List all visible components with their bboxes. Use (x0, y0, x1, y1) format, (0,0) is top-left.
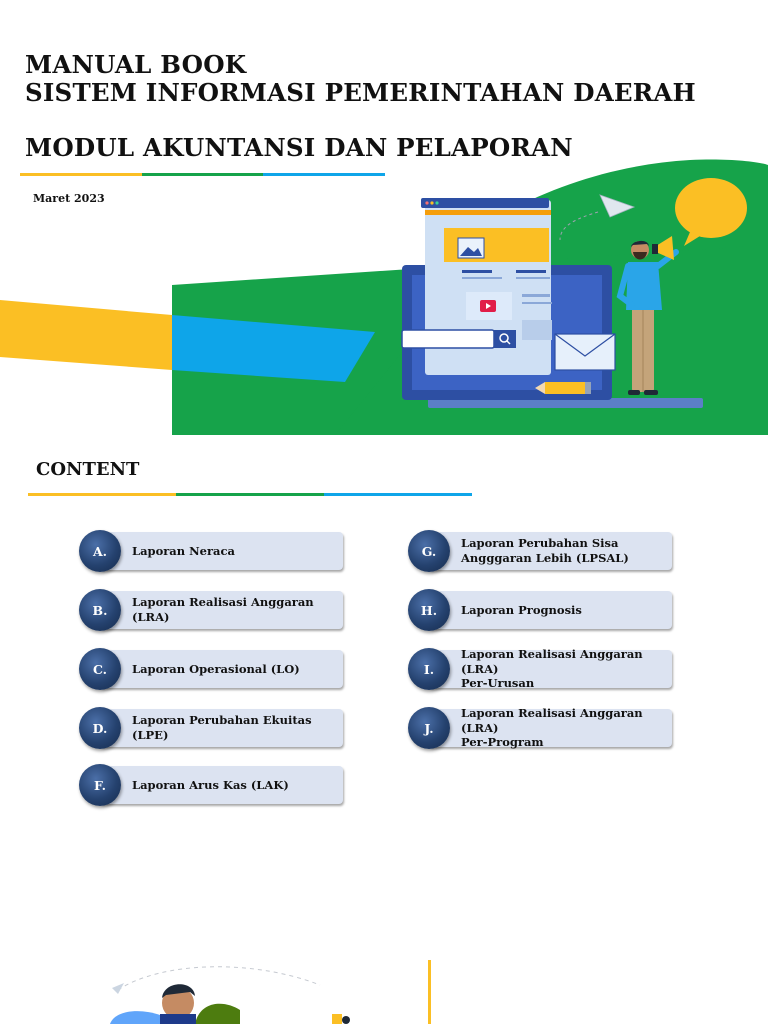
content-heading: CONTENT (36, 459, 140, 480)
item-letter-badge: F. (79, 764, 121, 806)
publication-date: Maret 2023 (33, 192, 105, 205)
pencil-icon (535, 382, 591, 394)
content-item-f[interactable] (79, 764, 343, 806)
item-letter-badge: G. (408, 530, 450, 572)
item-letter-badge: J. (408, 707, 450, 749)
item-label: Laporan Realisasi Anggaran (LRA) (132, 595, 314, 624)
item-letter-badge: D. (79, 707, 121, 749)
item-label: Laporan Prognosis (461, 602, 582, 617)
content-item-h[interactable] (408, 589, 672, 631)
item-label: Laporan Neraca (132, 543, 235, 558)
content-item-a[interactable] (79, 530, 343, 572)
content-item-g[interactable] (408, 530, 672, 572)
item-letter-badge: B. (79, 589, 121, 631)
content-item-j[interactable] (408, 707, 672, 749)
hero-illustration (0, 150, 768, 435)
content-item-d[interactable] (79, 707, 343, 749)
bottom-illustration (0, 950, 768, 1024)
item-letter-badge: I. (408, 648, 450, 690)
title-line-1: MANUAL BOOK (25, 50, 247, 79)
content-divider (28, 493, 472, 496)
content-item-i[interactable] (408, 648, 672, 690)
item-letter-badge: A. (79, 530, 121, 572)
yellow-stripe (0, 300, 172, 370)
content-item-c[interactable] (79, 648, 343, 690)
item-label: Laporan Arus Kas (LAK) (132, 777, 289, 792)
module-title: MODUL AKUNTANSI DAN PELAPORAN (25, 133, 573, 162)
title-line-2: SISTEM INFORMASI PEMERINTAHAN DAERAH (25, 78, 696, 107)
item-letter-badge: C. (79, 648, 121, 690)
item-label: Laporan Realisasi Anggaran (LRA) Per-Urusan (461, 646, 643, 691)
item-label: Laporan Perubahan Sisa Angggaran Lebih (LPSAL) (461, 536, 629, 565)
content-item-b[interactable] (79, 589, 343, 631)
item-letter-badge: H. (408, 589, 450, 631)
item-label: Laporan Operasional (LO) (132, 661, 300, 676)
item-label: Laporan Perubahan Ekuitas (LPE) (132, 713, 312, 742)
item-label: Laporan Realisasi Anggaran (LRA) Per-Program (461, 705, 643, 750)
envelope-icon (555, 334, 615, 370)
search-bar (402, 330, 494, 348)
